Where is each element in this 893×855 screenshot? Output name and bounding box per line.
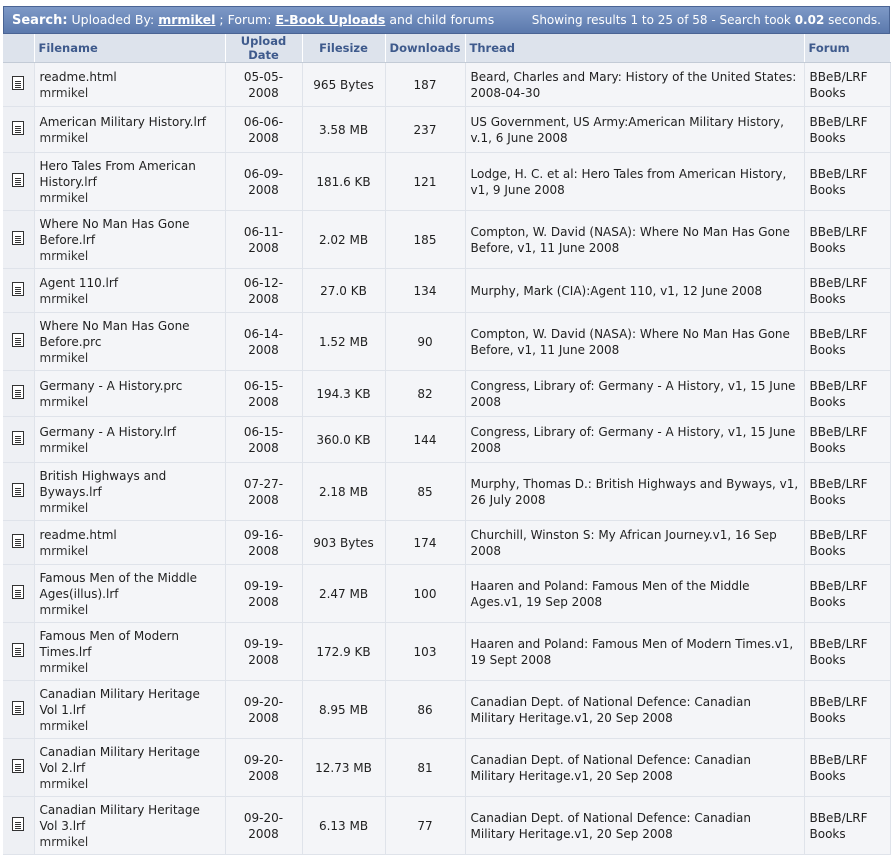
document-icon[interactable]	[12, 483, 24, 497]
forum-name-link[interactable]: BBeB/LRF Books	[809, 114, 868, 145]
upload-date-cell: 06-14-2008	[225, 313, 302, 371]
column-header-forum[interactable]: Forum	[804, 34, 890, 63]
table-row	[3, 371, 890, 417]
upload-date-cell: 06-06-2008	[225, 107, 302, 153]
upload-date-cell: 06-12-2008	[225, 269, 302, 313]
filename-link[interactable]: Canadian Military Heritage Vol 1.lrf	[39, 686, 200, 717]
filename-link[interactable]: Famous Men of the Middle Ages(illus).lrf	[39, 570, 198, 601]
thread-cell	[465, 623, 804, 681]
filename-link[interactable]: Canadian Military Heritage Vol 2.lrf	[39, 744, 200, 775]
column-header-filesize[interactable]: Filesize	[302, 34, 385, 63]
table-row	[3, 521, 890, 565]
forum-name-link[interactable]: BBeB/LRF Books	[809, 275, 868, 306]
thread-link[interactable]: Congress, Library of: Germany - A History, v1, 15 June 2008	[470, 424, 796, 455]
filesize-cell: 2.02 MB	[302, 211, 385, 269]
file-icon-cell	[3, 463, 34, 521]
forum-name-link[interactable]: BBeB/LRF Books	[809, 636, 868, 667]
table-row	[3, 565, 890, 623]
file-icon-cell	[3, 417, 34, 463]
filesize-cell: 965 Bytes	[302, 63, 385, 107]
results-text: Showing results 1 to 25 of 58 - Search took	[531, 13, 791, 27]
upload-date-cell: 09-19-2008	[225, 623, 302, 681]
thread-cell	[465, 63, 804, 107]
file-icon-cell	[3, 565, 34, 623]
forum-text: ; Forum:	[219, 12, 272, 27]
upload-date-cell: 06-15-2008	[225, 417, 302, 463]
forum-name-link[interactable]: BBeB/LRF Books	[809, 810, 868, 841]
filename-link[interactable]: Canadian Military Heritage Vol 3.lrf	[39, 802, 200, 833]
file-icon-cell	[3, 269, 34, 313]
thread-cell	[465, 211, 804, 269]
table-row	[3, 681, 890, 739]
document-icon[interactable]	[12, 643, 24, 657]
forum-name-link[interactable]: BBeB/LRF Books	[809, 326, 868, 357]
forum-cell	[804, 371, 890, 417]
downloads-cell: 90	[385, 313, 465, 371]
forum-name-link[interactable]: BBeB/LRF Books	[809, 694, 868, 725]
table-row	[3, 107, 890, 153]
column-header-thread[interactable]: Thread	[465, 34, 804, 63]
forum-name-link[interactable]: BBeB/LRF Books	[809, 752, 868, 783]
table-header-row	[3, 34, 890, 63]
filename-link[interactable]: Where No Man Has Gone Before.lrf	[39, 216, 190, 247]
forum-cell	[804, 463, 890, 521]
file-icon-cell	[3, 739, 34, 797]
filename-cell	[34, 371, 225, 417]
downloads-cell: 86	[385, 681, 465, 739]
filesize-cell: 27.0 KB	[302, 269, 385, 313]
table-row	[3, 463, 890, 521]
uploader-name: mrmikel	[39, 394, 89, 409]
uploader-name: mrmikel	[39, 350, 89, 365]
upload-date-cell: 05-05-2008	[225, 63, 302, 107]
upload-date-cell: 06-11-2008	[225, 211, 302, 269]
forum-cell	[804, 153, 890, 211]
filename-cell	[34, 63, 225, 107]
filename-cell	[34, 565, 225, 623]
filename-cell	[34, 521, 225, 565]
file-icon-cell	[3, 153, 34, 211]
downloads-cell: 134	[385, 269, 465, 313]
filename-cell	[34, 313, 225, 371]
uploader-name: mrmikel	[39, 248, 89, 263]
file-icon-cell	[3, 211, 34, 269]
filename-link[interactable]: American Military History.lrf	[39, 114, 206, 129]
file-icon-cell	[3, 521, 34, 565]
filename-cell	[34, 153, 225, 211]
upload-date-cell: 06-15-2008	[225, 371, 302, 417]
uploader-name: mrmikel	[39, 190, 89, 205]
thread-link[interactable]: Haaren and Poland: Famous Men of the Middle Ages.v1, 19 Sep 2008	[470, 578, 750, 609]
child-forums-text: and child forums	[389, 12, 495, 27]
filename-link[interactable]: Germany - A History.lrf	[39, 424, 176, 439]
thread-cell	[465, 681, 804, 739]
uploader-name: mrmikel	[39, 602, 89, 617]
table-row	[3, 623, 890, 681]
uploader-name: mrmikel	[39, 291, 89, 306]
thread-link[interactable]: Lodge, H. C. et al: Hero Tales from American History, v1, 9 June 2008	[470, 166, 787, 197]
username-link[interactable]: mrmikel	[158, 12, 216, 27]
file-icon-cell	[3, 107, 34, 153]
upload-date-cell: 07-27-2008	[225, 463, 302, 521]
uploader-name: mrmikel	[39, 543, 89, 558]
filename-link[interactable]: Germany - A History.prc	[39, 378, 183, 393]
search-criteria	[12, 12, 494, 28]
forum-name-link[interactable]: BBeB/LRF Books	[809, 166, 868, 197]
filename-cell	[34, 211, 225, 269]
seconds-text: seconds.	[828, 13, 881, 27]
table-row	[3, 739, 890, 797]
document-icon[interactable]	[12, 231, 24, 245]
forum-name-link[interactable]: BBeB/LRF Books	[809, 378, 868, 409]
downloads-cell: 144	[385, 417, 465, 463]
filename-cell	[34, 739, 225, 797]
thread-cell	[465, 153, 804, 211]
document-icon[interactable]	[12, 534, 24, 548]
upload-date-cell: 06-09-2008	[225, 153, 302, 211]
thread-link[interactable]: Canadian Dept. of National Defence: Canadian Military Heritage.v1, 20 Sep 2008	[470, 810, 751, 841]
file-icon-cell	[3, 313, 34, 371]
table-row	[3, 211, 890, 269]
file-icon-cell	[3, 797, 34, 855]
filesize-cell: 3.58 MB	[302, 107, 385, 153]
downloads-cell: 174	[385, 521, 465, 565]
table-row	[3, 417, 890, 463]
filesize-cell: 903 Bytes	[302, 521, 385, 565]
upload-date-cell: 09-16-2008	[225, 521, 302, 565]
uploader-name: mrmikel	[39, 776, 89, 791]
filesize-cell: 172.9 KB	[302, 623, 385, 681]
thread-cell	[465, 521, 804, 565]
table-row	[3, 797, 890, 855]
forum-cell	[804, 417, 890, 463]
filename-cell	[34, 797, 225, 855]
filesize-cell: 8.95 MB	[302, 681, 385, 739]
filesize-cell: 2.18 MB	[302, 463, 385, 521]
document-icon[interactable]	[12, 333, 24, 347]
filesize-cell: 181.6 KB	[302, 153, 385, 211]
thread-cell	[465, 269, 804, 313]
forum-cell	[804, 211, 890, 269]
filename-link[interactable]: British Highways and Byways.lrf	[39, 468, 167, 499]
thread-cell	[465, 463, 804, 521]
search-results-panel	[3, 6, 890, 855]
thread-cell	[465, 107, 804, 153]
downloads-cell: 103	[385, 623, 465, 681]
thread-cell	[465, 797, 804, 855]
forum-cell	[804, 313, 890, 371]
file-icon-cell	[3, 623, 34, 681]
thread-link[interactable]: Canadian Dept. of National Defence: Canadian Military Heritage.v1, 20 Sep 2008	[470, 694, 751, 725]
downloads-cell: 185	[385, 211, 465, 269]
column-header-filename[interactable]: Filename	[34, 34, 225, 63]
thread-cell	[465, 371, 804, 417]
thread-cell	[465, 417, 804, 463]
thread-link[interactable]: Congress, Library of: Germany - A History, v1, 15 June 2008	[470, 378, 796, 409]
table-row	[3, 313, 890, 371]
filename-cell	[34, 269, 225, 313]
document-icon[interactable]	[12, 282, 24, 296]
forum-cell	[804, 681, 890, 739]
filename-cell	[34, 417, 225, 463]
filename-link[interactable]: Agent 110.lrf	[39, 275, 119, 290]
uploaded-by-text: Uploaded By:	[71, 12, 155, 27]
forum-cell	[804, 739, 890, 797]
uploader-name: mrmikel	[39, 500, 89, 515]
filename-link[interactable]: Where No Man Has Gone Before.prc	[39, 318, 190, 349]
forum-name-link[interactable]: BBeB/LRF Books	[809, 424, 868, 455]
document-icon[interactable]	[12, 585, 24, 599]
thread-cell	[465, 313, 804, 371]
forum-cell	[804, 565, 890, 623]
downloads-cell: 121	[385, 153, 465, 211]
filesize-cell: 194.3 KB	[302, 371, 385, 417]
document-icon[interactable]	[12, 121, 24, 135]
thread-link[interactable]: Murphy, Thomas D.: British Highways and Byways, v1, 26 July 2008	[470, 476, 799, 507]
forum-cell	[804, 269, 890, 313]
document-icon[interactable]	[12, 173, 24, 187]
uploader-name: mrmikel	[39, 85, 89, 100]
document-icon[interactable]	[12, 817, 24, 831]
forum-name-link[interactable]: BBeB/LRF Books	[809, 527, 868, 558]
document-icon[interactable]	[12, 759, 24, 773]
forum-cell	[804, 521, 890, 565]
table-row	[3, 63, 890, 107]
downloads-cell: 81	[385, 739, 465, 797]
column-header-downloads[interactable]: Downloads	[385, 34, 465, 63]
filename-cell	[34, 463, 225, 521]
filesize-cell: 2.47 MB	[302, 565, 385, 623]
file-icon-cell	[3, 63, 34, 107]
thread-link[interactable]: Canadian Dept. of National Defence: Canadian Military Heritage.v1, 20 Sep 2008	[470, 752, 751, 783]
search-summary-bar	[3, 6, 890, 34]
document-icon[interactable]	[12, 701, 24, 715]
upload-date-cell: 09-20-2008	[225, 797, 302, 855]
downloads-cell: 77	[385, 797, 465, 855]
thread-link[interactable]: Murphy, Mark (CIA):Agent 110, v1, 12 June 2008	[470, 283, 763, 298]
upload-date-cell: 09-20-2008	[225, 739, 302, 797]
file-icon-cell	[3, 371, 34, 417]
downloads-cell: 187	[385, 63, 465, 107]
filename-cell	[34, 681, 225, 739]
uploader-name: mrmikel	[39, 834, 89, 849]
filename-cell	[34, 623, 225, 681]
filename-cell	[34, 107, 225, 153]
downloads-cell: 237	[385, 107, 465, 153]
downloads-cell: 82	[385, 371, 465, 417]
table-row	[3, 269, 890, 313]
forum-name-link[interactable]: BBeB/LRF Books	[809, 578, 868, 609]
forum-cell	[804, 623, 890, 681]
forum-cell	[804, 63, 890, 107]
filesize-cell: 1.52 MB	[302, 313, 385, 371]
downloads-cell: 85	[385, 463, 465, 521]
thread-link[interactable]: Beard, Charles and Mary: History of the United States: 2008-04-30	[470, 69, 797, 100]
filename-link[interactable]: Famous Men of Modern Times.lrf	[39, 628, 179, 659]
attachments-table	[3, 34, 891, 855]
forum-name-link[interactable]: BBeB/LRF Books	[809, 476, 868, 507]
uploader-name: mrmikel	[39, 130, 89, 145]
filename-link[interactable]: readme.html	[39, 69, 117, 84]
downloads-cell: 100	[385, 565, 465, 623]
filesize-cell: 360.0 KB	[302, 417, 385, 463]
filename-link[interactable]: readme.html	[39, 527, 117, 542]
forum-cell	[804, 107, 890, 153]
uploader-name: mrmikel	[39, 660, 89, 675]
icon-column-header	[3, 34, 34, 63]
uploader-name: mrmikel	[39, 718, 89, 733]
thread-cell	[465, 739, 804, 797]
results-summary	[532, 13, 881, 27]
forum-name-link[interactable]: BBeB/LRF Books	[809, 69, 868, 100]
forum-cell	[804, 797, 890, 855]
thread-link[interactable]: US Government, US Army:American Military History, v.1, 6 June 2008	[470, 114, 784, 145]
table-row	[3, 153, 890, 211]
thread-link[interactable]: Compton, W. David (NASA): Where No Man Has Gone Before, v1, 11 June 2008	[470, 326, 790, 357]
thread-link[interactable]: Haaren and Poland: Famous Men of Modern Times.v1, 19 Sept 2008	[470, 636, 794, 667]
upload-date-cell: 09-20-2008	[225, 681, 302, 739]
filesize-cell: 12.73 MB	[302, 739, 385, 797]
search-time: 0.02	[794, 13, 825, 27]
thread-link[interactable]: Churchill, Winston S: My African Journey.v1, 16 Sep 2008	[470, 527, 777, 558]
search-label: Search:	[12, 13, 68, 28]
thread-cell	[465, 565, 804, 623]
forum-link[interactable]: E-Book Uploads	[275, 12, 386, 27]
uploader-name: mrmikel	[39, 440, 89, 455]
thread-link[interactable]: Compton, W. David (NASA): Where No Man Has Gone Before, v1, 11 June 2008	[470, 224, 790, 255]
document-icon[interactable]	[12, 385, 24, 399]
file-icon-cell	[3, 681, 34, 739]
document-icon[interactable]	[12, 431, 24, 445]
filename-link[interactable]: Hero Tales From American History.lrf	[39, 158, 196, 189]
column-header-upload-date[interactable]: Upload Date	[225, 34, 302, 63]
forum-name-link[interactable]: BBeB/LRF Books	[809, 224, 868, 255]
filesize-cell: 6.13 MB	[302, 797, 385, 855]
document-icon[interactable]	[12, 76, 24, 90]
upload-date-cell: 09-19-2008	[225, 565, 302, 623]
